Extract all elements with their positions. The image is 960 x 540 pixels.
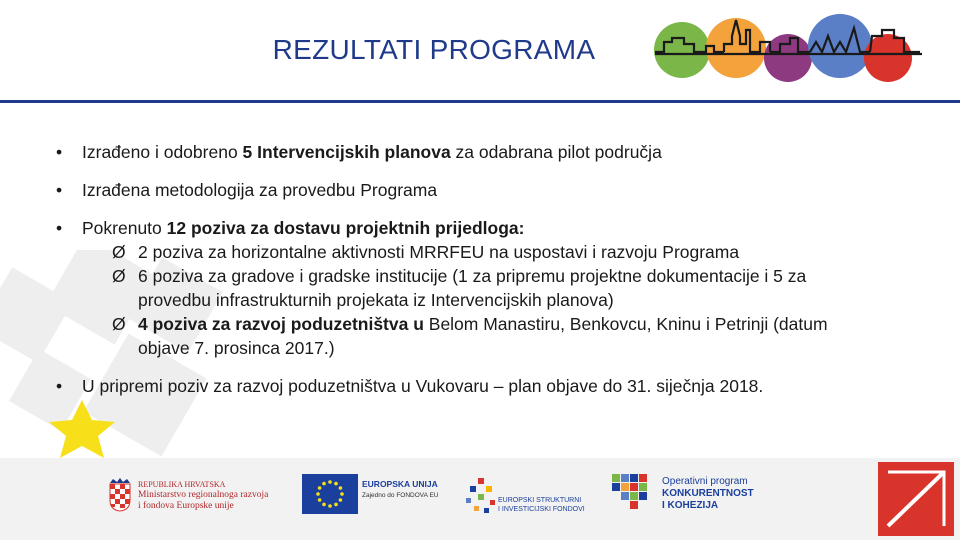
bullet-marker: • xyxy=(56,376,63,396)
esi-funds-label: EUROPSKI STRUKTURNI I INVESTICIJSKI FONDOVI xyxy=(498,497,585,513)
croatia-coat-of-arms-icon xyxy=(108,478,132,512)
results-list xyxy=(56,140,926,412)
city-skyline-logo xyxy=(650,6,930,96)
sub-list-item: Ø 2 poziva za horizontalne aktivnosti MRRFEU na uspostavi i razvoju Programa xyxy=(112,242,740,262)
esi-funds-icon xyxy=(464,476,500,516)
sub-list-item: Ø 4 poziva za razvoj poduzetništva u Belom Manastiru, Benkovcu, Kninu i Petrinji (datum objave 7. prosinca 2017.) xyxy=(112,314,828,358)
list-item: • Izrađeno i odobreno 5 Intervencijskih planova za odabrana pilot područja xyxy=(56,142,662,162)
eu-label: EUROPSKA UNIJA Zajedno do FONDOVA EU xyxy=(362,479,439,499)
croatia-ministry-label: REPUBLIKA HRVATSKA Ministarstvo regionalnoga razvoja i fondova Europske unije xyxy=(138,480,269,511)
sub-list-item: Ø 6 poziva za gradove i gradske institucije (1 za pripremu projektne dokumentacije i 5 za provedbu infrastrukturnih projekata iz Intervencijskih planova) xyxy=(112,266,807,310)
arrow-marker: Ø xyxy=(112,266,126,286)
list-item: • U pripremi poziv za razvoj poduzetništva u Vukovaru – plan objave do 31. siječnja 2018. xyxy=(56,376,764,396)
arrow-marker: Ø xyxy=(112,314,126,334)
header-divider xyxy=(0,100,960,103)
list-item: • Izrađena metodologija za provedbu Programa xyxy=(56,180,438,200)
page-title: REZULTATI PROGRAMA xyxy=(272,34,596,65)
bullet-marker: • xyxy=(56,218,63,238)
arrow-marker: Ø xyxy=(112,242,126,262)
red-corner-logo xyxy=(878,462,954,536)
list-item: • Pokrenuto 12 poziva za dostavu projektnih prijedloga: Ø 2 poziva za horizontalne aktivnosti MRRFEU na uspostavi i razvoju Programa Ø 6 poziva za gradove i gradske institucije (1 za pripremu projektne dokumentacije i 5 za provedbu infrastrukturnih projekata iz Intervencijskih planova) Ø 4 poziva za razvoj poduzetništva u Belom Manastiru, Benkovcu, Kninu i Petrinji (datum objave 7. prosinca 2017.) xyxy=(56,216,926,360)
eu-flag-icon xyxy=(302,474,358,514)
opkk-grid-icon xyxy=(612,474,656,514)
header xyxy=(0,0,960,102)
bullet-marker: • xyxy=(56,180,63,200)
bullet-marker: • xyxy=(56,142,63,162)
opkk-label: Operativni program KONKURENTNOST I KOHEZIJA xyxy=(662,476,754,511)
